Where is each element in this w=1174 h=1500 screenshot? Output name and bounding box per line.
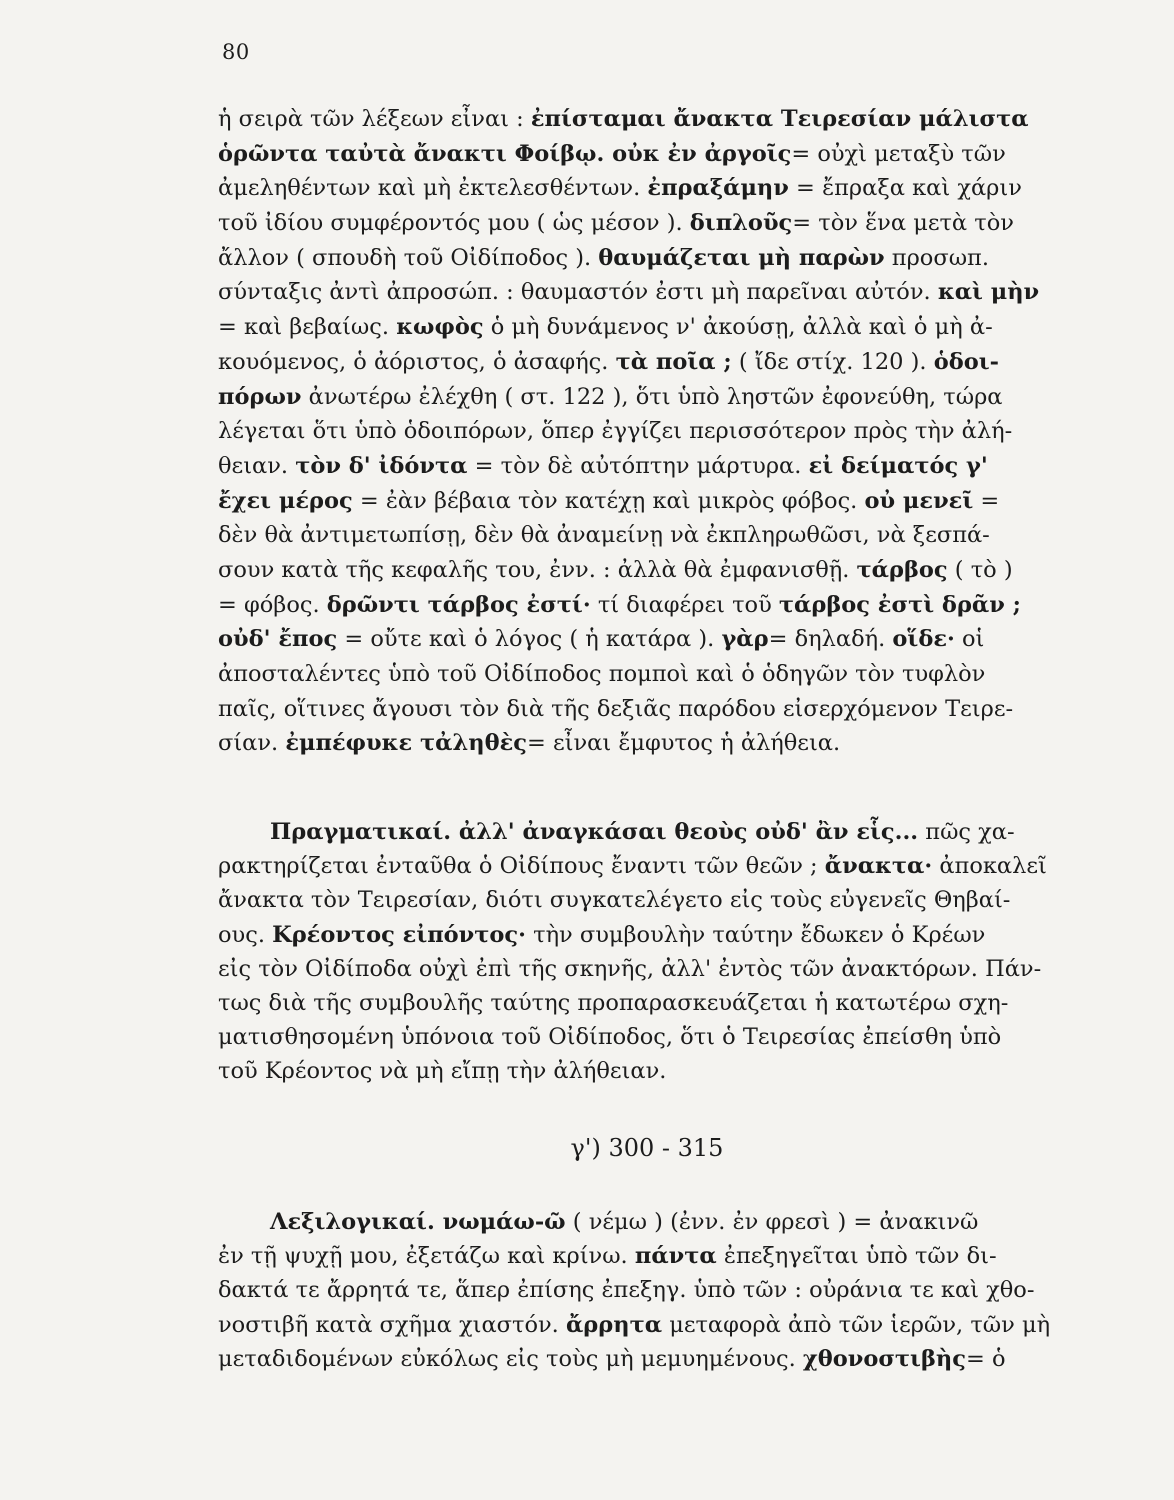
text-line bbox=[218, 171, 1078, 206]
bold-term: θαυμάζεται μὴ παρὼν bbox=[598, 244, 885, 271]
text-span: σίαν. bbox=[218, 730, 286, 757]
text-span: ους. bbox=[218, 921, 273, 948]
text-span: εἰς τὸν Οἰδίποδα οὐχὶ ἐπὶ τῆς σκηνῆς, ἀλλ' ἐντὸς τῶν ἀνακτόρων. Πάν- bbox=[218, 955, 1042, 982]
text-line bbox=[218, 692, 1078, 727]
text-line bbox=[218, 1308, 1078, 1342]
text-span: προσωπ. bbox=[884, 244, 989, 271]
text-line bbox=[218, 815, 1078, 849]
text-span: θειαν. bbox=[218, 452, 296, 479]
bold-term: δρῶντι τάρβος ἐστί· bbox=[326, 591, 591, 618]
bold-term: πόρων bbox=[218, 383, 302, 410]
text-span: = ὁ bbox=[965, 1345, 1006, 1372]
text-span: πῶς χα- bbox=[918, 819, 1015, 845]
text-span: ματισθησομένη ὑπόνοια τοῦ Οἰδίποδος, ὅτι ὁ Τειρεσίας ἐπείσθη ὑπὸ bbox=[218, 1024, 1002, 1051]
text-line bbox=[218, 241, 1078, 276]
bold-term: οἵδε· bbox=[892, 626, 955, 653]
text-line bbox=[218, 588, 1078, 623]
text-span: ἐν τῇ ψυχῇ μου, ἐξετάζω καὶ κρίνω. bbox=[218, 1243, 635, 1270]
bold-term: ἄρρητα bbox=[565, 1311, 663, 1338]
text-line bbox=[218, 449, 1078, 484]
text-span: τὴν συμβουλὴν ταύτην ἔδωκεν ὁ Κρέων bbox=[525, 921, 986, 948]
bold-term: Λεξιλογικαί. νωμάω-ῶ bbox=[270, 1209, 566, 1235]
text-span: ἐπεξηγεῖται ὑπὸ τῶν δι- bbox=[716, 1243, 997, 1270]
text-span: ἀνωτέρω ἐλέχθη ( στ. 122 ), ὅτι ὑπὸ ληστῶν ἐφονεύθη, τώρα bbox=[301, 383, 1003, 410]
text-line bbox=[218, 518, 1078, 553]
bold-term: τάρβος ἐστὶ δρᾶν ; bbox=[778, 591, 1021, 618]
text-line bbox=[218, 918, 1078, 952]
text-span: = ἐὰν βέβαια τὸν κατέχῃ καὶ μικρὸς φόβος. bbox=[352, 487, 865, 514]
text-line bbox=[218, 345, 1078, 380]
bold-term: ἔχει μέρος bbox=[218, 487, 353, 514]
text-span: = καὶ βεβαίως. bbox=[218, 314, 397, 341]
text-line bbox=[218, 657, 1078, 692]
bold-term: οὐδ' ἔπος bbox=[218, 626, 338, 653]
bold-term: ἐπραξάμην bbox=[647, 175, 789, 202]
text-span: = bbox=[973, 487, 1000, 514]
text-span: ἄνακτα τὸν Τειρεσίαν, διότι συγκατελέγετο εἰς τοὺς εὐγενεῖς Θηβαί- bbox=[218, 887, 1011, 914]
text-line bbox=[218, 726, 1078, 761]
bold-term: ὁδοι- bbox=[933, 348, 999, 375]
text-span: ἀποκαλεῖ bbox=[932, 853, 1047, 880]
text-span: ἡ σειρὰ τῶν λέξεων εἶναι : bbox=[218, 106, 531, 132]
text-line bbox=[218, 380, 1078, 415]
text-span: ( νέμω ) (ἐνν. ἐν φρεσὶ ) = ἀνακινῶ bbox=[565, 1209, 979, 1235]
text-line bbox=[218, 553, 1078, 588]
bold-term: ἄνακτα· bbox=[824, 853, 933, 880]
text-span: ρακτηρίζεται ἐνταῦθα ὁ Οἰδίπους ἔναντι τῶν θεῶν ; bbox=[218, 853, 825, 880]
text-span: κουόμενος, ὁ ἀόριστος, ὁ ἀσαφής. bbox=[218, 348, 616, 375]
bold-term: τάρβος bbox=[856, 556, 948, 583]
text-span: νοστιβῆ κατὰ σχῆμα χιαστόν. bbox=[218, 1311, 566, 1338]
text-span: = τὸν ἕνα μετὰ τὸν bbox=[792, 210, 1014, 237]
bold-term: καὶ μὴν bbox=[937, 279, 1040, 306]
text-span: = τὸν δὲ αὐτόπτην μάρτυρα. bbox=[467, 452, 809, 479]
text-span: σουν κατὰ τῆς κεφαλῆς του, ἐνν. : ἀλλὰ θὰ ἐμφανισθῇ. bbox=[218, 556, 857, 583]
text-span: = οὔτε καὶ ὁ λόγος ( ἡ κατάρα ). bbox=[337, 626, 722, 653]
text-span: = οὐχὶ μεταξὺ τῶν bbox=[791, 140, 1006, 167]
text-line bbox=[218, 986, 1078, 1020]
text-span: = εἶναι ἔμφυτος ἡ ἀλήθεια. bbox=[526, 730, 841, 757]
text-line bbox=[218, 1054, 1078, 1088]
paragraph-lexilogikai bbox=[218, 1205, 1078, 1376]
text-line bbox=[218, 484, 1078, 519]
text-span: δὲν θὰ ἀντιμετωπίσῃ, δὲν θὰ ἀναμείνῃ νὰ ἐκπληρωθῶσι, νὰ ξεσπά- bbox=[218, 522, 990, 549]
text-span: ἀμεληθέντων καὶ μὴ ἐκτελεσθέντων. bbox=[218, 175, 648, 202]
bold-term: διπλοῦς bbox=[689, 210, 793, 237]
text-line bbox=[218, 1020, 1078, 1054]
text-line bbox=[218, 622, 1078, 657]
bold-term: γὰρ bbox=[721, 626, 769, 653]
text-line bbox=[218, 414, 1078, 449]
text-span: δακτά τε ἄρρητά τε, ἅπερ ἐπίσης ἐπεξηγ. ὑπὸ τῶν : οὐράνια τε καὶ χθο- bbox=[218, 1277, 1035, 1304]
bold-term: Πραγματικαί. ἀλλ' ἀναγκάσαι θεοὺς οὐδ' ἂν εἷς... bbox=[270, 819, 919, 845]
bold-term: εἰ δείματός γ' bbox=[808, 452, 988, 479]
text-line bbox=[218, 137, 1078, 172]
paragraph-pragmatikai bbox=[218, 815, 1078, 1089]
text-span: παῖς, οἵτινες ἄγουσι τὸν διὰ τῆς δεξιᾶς παρόδου εἰσερχόμενον Τειρε- bbox=[218, 695, 1014, 722]
text-span: λέγεται ὅτι ὑπὸ ὁδοιπόρων, ὅπερ ἐγγίζει περισσότερον πρὸς τὴν ἀλή- bbox=[218, 418, 1013, 445]
text-span: ( ἴδε στίχ. 120 ). bbox=[731, 348, 934, 375]
bold-term: Κρέοντος εἰπόντος· bbox=[272, 921, 526, 948]
bold-term: τὸν δ' ἰδόντα bbox=[295, 452, 468, 479]
bold-term: χθονοστιβὴς bbox=[802, 1345, 966, 1372]
bold-term: ἐμπέφυκε τἀληθὲς bbox=[285, 730, 527, 757]
text-line bbox=[218, 206, 1078, 241]
text-line bbox=[218, 1342, 1078, 1376]
text-span: σύνταξις ἀντὶ ἀπροσώπ. : θαυμαστόν ἐστι μὴ παρεῖναι αὐτόν. bbox=[218, 279, 938, 306]
bold-term: οὐ μενεῖ bbox=[864, 487, 974, 514]
text-span: τως διὰ τῆς συμβουλῆς ταύτης προπαρασκευάζεται ἡ κατωτέρω σχη- bbox=[218, 989, 1009, 1016]
text-span: = δηλαδή. bbox=[768, 626, 893, 653]
text-line bbox=[218, 275, 1078, 310]
paragraph-notes-1 bbox=[218, 102, 1078, 761]
bold-term: ἐπίσταμαι ἄνακτα Τειρεσίαν μάλιστα bbox=[530, 106, 1029, 132]
text-span: ἄλλον ( σπουδὴ τοῦ Οἰδίποδος ). bbox=[218, 244, 599, 271]
text-line bbox=[218, 952, 1078, 986]
text-span: μεταφορὰ ἀπὸ τῶν ἱερῶν, τῶν μὴ bbox=[662, 1311, 1051, 1338]
text-span: μεταδιδομένων εὐκόλως εἰς τοὺς μὴ μεμυημένους. bbox=[218, 1345, 803, 1372]
bold-term: πάντα bbox=[634, 1243, 717, 1270]
text-line bbox=[218, 310, 1078, 345]
section-heading: γ') 300 - 315 bbox=[570, 1134, 724, 1162]
text-line bbox=[218, 1239, 1078, 1273]
text-span: τί διαφέρει τοῦ bbox=[590, 591, 779, 618]
text-span: = ἔπραξα καὶ χάριν bbox=[788, 175, 1022, 202]
text-line bbox=[218, 883, 1078, 917]
text-span: ὁ μὴ δυνάμενος ν' ἀκούσῃ, ἀλλὰ καὶ ὁ μὴ ἀ- bbox=[483, 314, 993, 341]
text-line bbox=[218, 1273, 1078, 1307]
page-number: 80 bbox=[222, 40, 250, 64]
text-span: = φόβος. bbox=[218, 591, 327, 618]
bold-term: τὰ ποῖα ; bbox=[615, 348, 732, 375]
text-span: τοῦ Κρέοντος νὰ μὴ εἴπῃ τὴν ἀλήθειαν. bbox=[218, 1058, 667, 1085]
text-span: τοῦ ἰδίου συμφέροντός μου ( ὡς μέσον ). bbox=[218, 210, 690, 237]
bold-term: ὁρῶντα ταὐτὰ ἄνακτι Φοίβῳ. οὐκ ἐν ἀργοῖς bbox=[218, 140, 792, 167]
text-line bbox=[218, 1205, 1078, 1239]
text-line bbox=[218, 102, 1078, 137]
text-span: οἱ bbox=[954, 626, 985, 653]
bold-term: κωφὸς bbox=[396, 314, 484, 341]
text-span: ( τὸ ) bbox=[947, 556, 1013, 583]
text-line bbox=[218, 849, 1078, 883]
text-span: ἀποσταλέντες ὑπὸ τοῦ Οἰδίποδος πομποὶ καὶ ὁ ὁδηγῶν τὸν τυφλὸν bbox=[218, 661, 986, 687]
